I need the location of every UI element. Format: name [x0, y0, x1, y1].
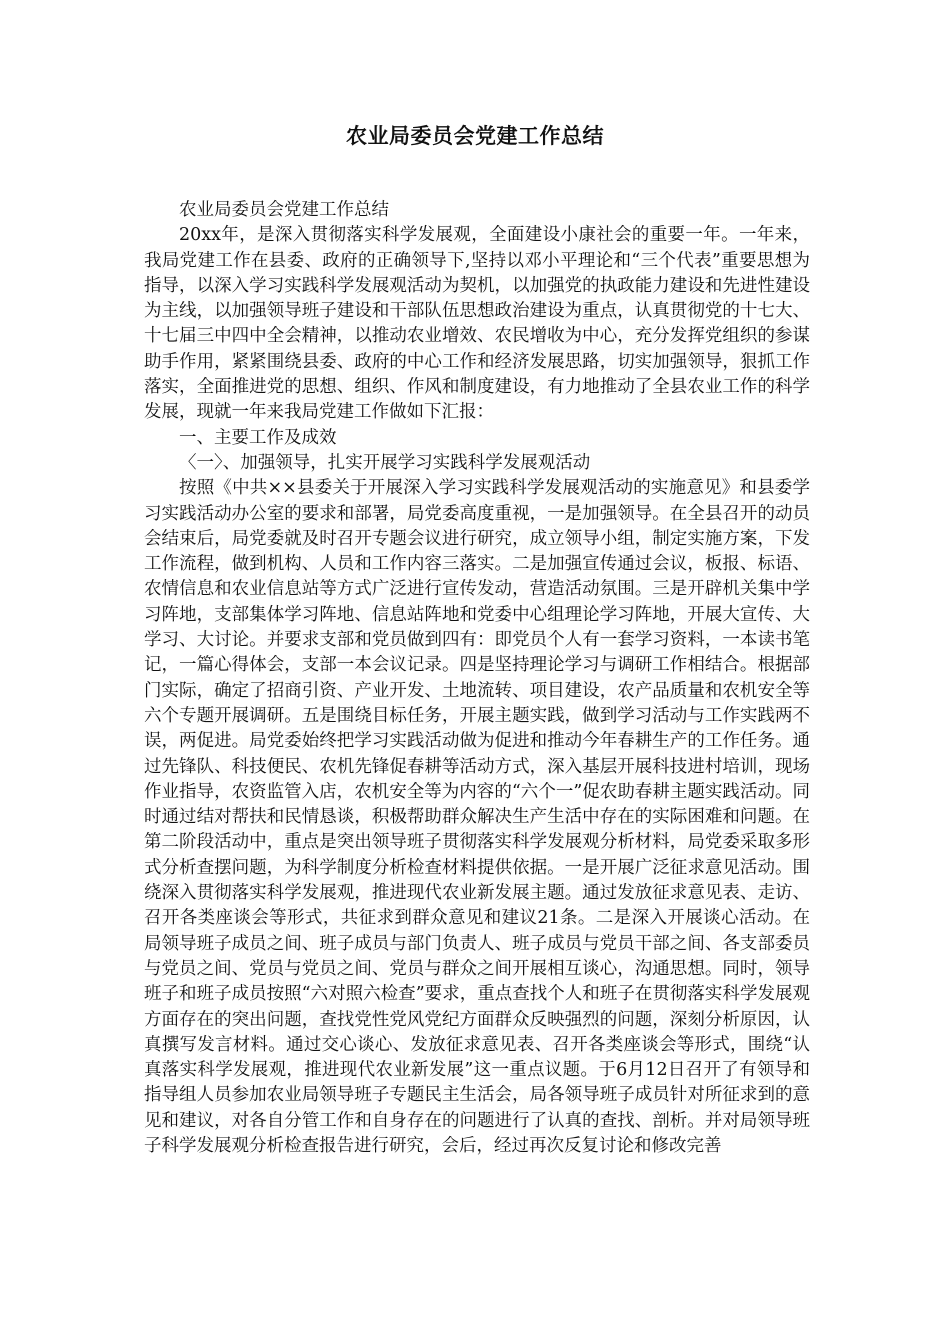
document-body: [144, 198, 810, 1159]
intro-paragraph: 20xx年，是深入贯彻落实科学发展观，全面建设小康社会的重要一年。一年来，我局党建工作在县委、政府的正确领导下,坚持以邓小平理论和“三个代表”重要思想为指导，以深入学习实践科学发展观活动为契机，以加强党的执政能力建设和先进性建设为主线，以加强领导班子建设和干部队伍思想政治建设为重点，认真贯彻党的十七大、十七届三中四中全会精神，以推动农业增效、农民增收为中心，充分发挥党组织的参谋助手作用，紧紧围绕县委、政府的中心工作和经济发展思路，切实加强领导，狠抓工作落实，全面推进党的思想、组织、作风和制度建设，有力地推动了全县农业工作的科学发展，现就一年来我局党建工作做如下汇报：: [144, 225, 810, 423]
subsection-heading: 〈一〉、加强领导，扎实开展学习实践科学发展观活动: [179, 452, 591, 473]
section-heading: 一、主要工作及成效: [179, 427, 337, 448]
body-paragraph: 按照《中共××县委关于开展深入学习实践科学发展观活动的实施意见》和县委学习实践活动办公室的要求和部署，局党委高度重视，一是加强领导。在全县召开的动员会结束后，局党委就及时召开专题会议进行研究，成立领导小组，制定实施方案，下发工作流程，做到机构、人员和工作内容三落实。二是加强宣传通过会议，板报、标语、农情信息和农业信息站等方式广泛进行宣传发动，营造活动氛围。三是开辟机关集中学习阵地，支部集体学习阵地、信息站阵地和党委中心组理论学习阵地，开展大宣传、大学习、大讨论。并要求支部和党员做到四有：即党员个人有一套学习资料，一本读书笔记，一篇心得体会，支部一本会议记录。四是坚持理论学习与调研工作相结合。根据部门实际，确定了招商引资、产业开发、土地流转、项目建设，农产品质量和农机安全等六个专题开展调研。五是围绕目标任务，开展主题实践，做到学习活动与工作实践两不误，两促进。局党委始终把学习实践活动做为促进和推动今年春耕生产的工作任务。通过先锋队、科技便民、农机先锋促春耕等活动方式，深入基层开展科技进村培训，现场作业指导，农资监管入店，农机安全等为内容的“六个一”促农助春耕主题实践活动。同时通过结对帮扶和民情恳谈，积极帮助群众解决生产生活中存在的实际困难和问题。在第二阶段活动中，重点是突出领导班子贯彻落实科学发展观分析材料，局党委采取多形式分析查摆问题，为科学制度分析检查材料提供依据。一是开展广泛征求意见活动。围绕深入贯彻落实科学发展观，推进现代农业新发展主题。通过发放征求意见表、走访、召开各类座谈会等形式，共征求到群众意见和建议21条。二是深入开展谈心活动。在局领导班子成员之间、班子成员与部门负责人、班子成员与党员干部之间、各支部委员与党员之间、党员与党员之间、党员与群众之间开展相互谈心，沟通思想。同时，领导班子和班子成员按照“六对照六检查”要求，重点查找个人和班子在贯彻落实科学发展观方面存在的突出问题，查找党性党风党纪方面群众反映强烈的问题，深刻分析原因，认真撰写发言材料。通过交心谈心、发放征求意见表、召开各类座谈会等形式，围绕“认真落实科学发展观，推进现代农业新发展”这一重点议题。于6月12日召开了有领导和指导组人员参加农业局领导班子专题民主生活会，局各领导班子成员针对所征求到的意见和建议，对各自分管工作和自身存在的问题进行了认真的查找、剖析。并对局领导班子科学发展观分析检查报告进行研究，会后，经过再次反复讨论和修改完善: [144, 478, 810, 1156]
body-heading-paragraph: 农业局委员会党建工作总结: [179, 200, 389, 220]
document-title: 农业局委员会党建工作总结: [346, 123, 604, 148]
